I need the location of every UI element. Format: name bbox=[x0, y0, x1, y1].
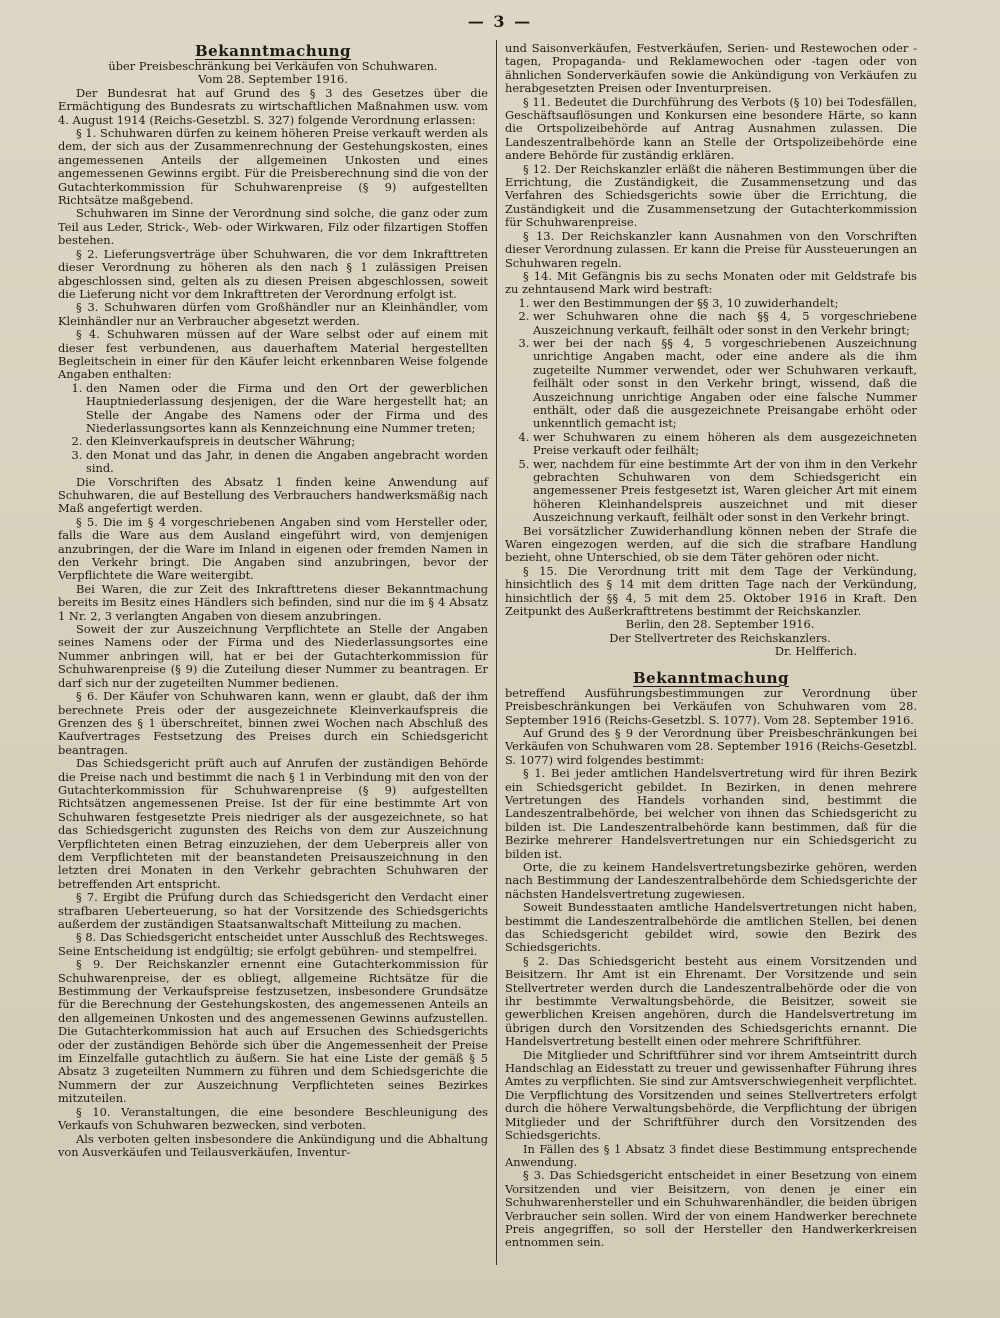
section-14-list bbox=[505, 297, 917, 525]
list-item: 2. den Kleinverkaufspreis in deutscher Währung; bbox=[86, 435, 488, 448]
section-10-para-2: Als verboten gelten insbesondere die Ankündigung und die Abhaltung von Ausverkäufen und Teilausverkäufen, Inventur- bbox=[58, 1131, 488, 1159]
section-5-para-3: Soweit der zur Auszeichnung Verpflichtete an Stelle der Angaben seines Namens oder der Firma und des Niederlassungsortes eine Nummer anbringen will, hat er bei der Gutachterkommission für Schuhwarenpreise (§ 9) die Zuteilung dieser Nummer zu beantragen. Er darf sich nur der zugeteilten Nummer bedienen. bbox=[58, 622, 488, 690]
column-divider bbox=[496, 40, 497, 1265]
section-7: § 7. Ergibt die Prüfung durch das Schiedsgericht den Verdacht einer strafbaren Ueberteuerung, so hat der Vorsitzende des Schiedsgerichts außerdem der zuständigen Staatsanwaltschaft Mitteilung zu machen. bbox=[58, 890, 488, 931]
list-item: 2. wer Schuhwaren ohne die nach §§ 4, 5 vorgeschriebene Auszeichnung verkauft, feilhält oder sonst in den Verkehr bringt; bbox=[533, 310, 917, 337]
signer-title: Der Stellvertreter des Reichskanzlers. bbox=[609, 630, 831, 645]
section-5-para-2: Bei Waren, die zur Zeit des Inkrafttretens dieser Bekanntmachung bereits im Besitz eines Händlers sich befinden, sind nur die im § 4 Absatz 1 Nr. 2, 3 verlangten Angaben von diesem anzubringen. bbox=[58, 581, 488, 623]
section-4-list bbox=[58, 382, 488, 476]
decree-2-section-3: § 3. Das Schiedsgericht entscheidet in einer Besetzung von einem Vorsitzenden und vier Beisitzern, von denen je einer ein Schuhwarenhersteller und ein Schuhwarenhändler, die beiden übrigen Verbraucher sein sollen. Wird der von einem Handwerker berechnete Preis angegriffen, so soll der Hersteller den Handwerkerkreisen entnommen sein. bbox=[505, 1168, 917, 1250]
decree-2-intro: betreffend Ausführungsbestimmungen zur Verordnung über Preisbeschränkungen bei Verkäufen von Schuhwaren vom 28. September 1916 (Reichs-Gesetzbl. S. 1077). Vom 28. September 1916. bbox=[505, 685, 917, 727]
section-8: § 8. Das Schiedsgericht entscheidet unter Ausschluß des Rechtsweges. Seine Entscheidung ist endgültig; sie erfolgt gebühren- und stempelfrei. bbox=[58, 930, 488, 958]
section-12: § 12. Der Reichskanzler erläßt die näheren Bestimmungen über die Errichtung, die Zuständigkeit, die Zusammensetzung und das Verfahren des Schiedsgerichts sowie über die Errichtung, die Zuständigkeit und die Zusammensetzung der Gutachterkommission für Schuhwarenpreise. bbox=[505, 161, 917, 230]
decree-2-section-2: § 2. Das Schiedsgericht besteht aus einem Vorsitzenden und Beisitzern. Ihr Amt ist ein Ehrenamt. Der Vorsitzende und sein Stellvertreter werden durch die Landeszentralbehörde oder die von ihr bestimmte Verwaltungsbehörde, die Beisitzer, soweit sie gewerblichen Kreisen angehören, durch die Handelsvertretung im übrigen durch den Vorsitzenden des Schiedsgerichts ernannt. Die Handelsvertretung bestellt einen oder mehrere Schriftführer. bbox=[505, 953, 917, 1049]
decree-2-section-1-para-2: Orte, die zu keinem Handelsvertretungsbezirke gehören, werden nach Bestimmung der Landeszentralbehörde dem Schiedsgerichte der nächsten Handelsvertretung zugewiesen. bbox=[505, 859, 917, 901]
decree-intro: Der Bundesrat hat auf Grund des § 3 des Gesetzes über die Ermächtigung des Bundesrats zu wirtschaftlichen Maßnahmen usw. vom 4. August 1914 (Reichs-Gesetzbl. S. 327) folgende Verordnung erlassen: bbox=[58, 85, 488, 127]
decree-2-intro-para-2: Auf Grund des § 9 der Verordnung über Preisbeschränkungen bei Verkäufen von Schuhwaren vom 28. September 1916 (Reichs-Gesetzbl. S. 1077) wird folgendes bestimmt: bbox=[505, 725, 917, 767]
section-10: § 10. Veranstaltungen, die eine besondere Beschleunigung des Verkaufs von Schuhwaren bezwecken, sind verboten. bbox=[58, 1104, 488, 1133]
decree-date: Vom 28. September 1916. bbox=[198, 72, 348, 87]
signer-name: Dr. Helfferich. bbox=[774, 644, 857, 659]
section-6: § 6. Der Käufer von Schuhwaren kann, wenn er glaubt, daß der ihm berechnete Preis oder der ausgezeichnete Kleinverkaufspreis die Grenzen des § 1 überschreitet, binnen zwei Wochen nach Abschluß des Kaufvertrages Festsetzung des Preises durch ein Schiedsgericht beantragen. bbox=[58, 689, 488, 757]
decree-2-title: Bekanntmachung bbox=[632, 668, 789, 687]
decree-2-section-2-para-3: In Fällen des § 1 Absatz 3 findet diese Bestimmung entsprechende Anwendung. bbox=[505, 1141, 917, 1169]
decree-2-section-2-para-2: Die Mitglieder und Schriftführer sind vor ihrem Amtseintritt durch Handschlag an Eidesstatt zu treuer und gewissenhafter Führung ihres Amtes zu verpflichten. Sie sind zur Amtsverschwiegenheit verpflichtet. Die Verpflichtung des Vorsitzenden und seines Stellvertreters erfolgt durch die höhere Verwaltungsbehörde, die Verpflichtung der übrigen Mitglieder und der Schriftführer durch den Vorsitzenden des Schiedsgerichts. bbox=[505, 1047, 917, 1143]
section-6-para-2: Das Schiedsgericht prüft auch auf Anrufen der zuständigen Behörde die Preise nach und bestimmt die nach § 1 in Verbindung mit den von der Gutachterkommission für Schuhwarenpreise (§ 9) aufgestellten Richtsätzen angemessenen Preise. Ist der für eine bestimmte Art von Schuhwaren festgesetzte Preis niedriger als der ausgezeichnete, so hat das Schiedsgericht zugunsten des Reichs von dem zur Auszeichnung Verpflichteten einen Betrag einzuziehen, der dem Ueberpreis aller von dem Verpflichteten mit der beanstandeten Preisauszeichnung in den letzten drei Monaten in den Verkehr gebrachten Schuhwaren der betreffenden Art entspricht. bbox=[58, 756, 488, 891]
decree-subtitle: über Preisbeschränkung bei Verkäufen von Schuhwaren. bbox=[108, 59, 438, 73]
section-10-continued: und Saisonverkäufen, Festverkäufen, Serien- und Restewochen oder -tagen, Propaganda- und Reklamewochen oder -tagen oder von ähnlichen Sonderverkäufen sowie die Ankündigung von Verkäufen zu herabgesetzten Preisen oder Inventurpreisen. bbox=[505, 41, 917, 96]
list-item: 1. wer den Bestimmungen der §§ 3, 10 zuwiderhandelt; bbox=[533, 297, 917, 310]
section-15: § 15. Die Verordnung tritt mit dem Tage der Verkündung, hinsichtlich des § 14 mit dem dritten Tage nach der Verkündung, hinsichtlich der §§ 4, 5 mit dem 25. Oktober 1916 in Kraft. Den Zeitpunkt des Außerkrafttretens bestimmt der Reichskanzler. bbox=[505, 563, 917, 619]
section-2: § 2. Lieferungsverträge über Schuhwaren, die vor dem Inkrafttreten dieser Verordnung zu höheren als den nach § 1 zulässigen Preisen abgeschlossen sind, gelten als zu diesen Preisen abgeschlossen, soweit die Lieferung nicht vor dem Inkrafttreten der Verordnung erfolgt ist. bbox=[58, 246, 488, 301]
list-item: 4. wer Schuhwaren zu einem höheren als dem ausgezeichneten Preise verkauft oder feilhält; bbox=[533, 431, 917, 458]
section-5: § 5. Die im § 4 vorgeschriebenen Angaben sind vom Hersteller oder, falls die Ware aus dem Ausland eingeführt wird, von demjenigen anzubringen, der die Ware im Inland in eigenen oder fremden Namen in den Verkehr bringt. Die Angaben sind anzubringen, bevor der Verpflichtete die Ware weitergibt. bbox=[58, 514, 488, 583]
section-11: § 11. Bedeutet die Durchführung des Verbots (§ 10) bei Todesfällen, Geschäftsauflösungen und Konkursen eine besondere Härte, so kann die Ortspolizeibehörde auf Antrag Ausnahmen zulassen. Die Landeszentralbehörde kann an Stelle der Ortspolizeibehörde eine andere Behörde für zuständig erklären. bbox=[505, 94, 917, 163]
section-13: § 13. Der Reichskanzler kann Ausnahmen von den Vorschriften dieser Verordnung zulassen. Er kann die Preise für Aussteuerungen an Schuhwaren regeln. bbox=[505, 228, 917, 270]
decree-2-section-1: § 1. Bei jeder amtlichen Handelsvertretung wird für ihren Bezirk ein Schiedsgericht gebildet. In Bezirken, in denen mehrere Vertretungen des Handels vorhanden sind, bestimmt die Landeszentralbehörde, bei welcher von ihnen das Schiedsgericht zu bilden ist. Die Landeszentralbehörde kann bestimmen, daß für die Bezirke mehrerer Handelsvertretungen nur ein Schiedsgericht zu bilden ist. bbox=[505, 766, 917, 861]
section-3: § 3. Schuhwaren dürfen vom Großhändler nur an Kleinhändler, vom Kleinhändler nur an Verbraucher abgesetzt werden. bbox=[58, 300, 488, 328]
list-item: 5. wer, nachdem für eine bestimmte Art der von ihm in den Verkehr gebrachten Schuhwaren von dem Schiedsgericht ein angemessener Preis festgesetzt ist, Waren gleicher Art mit einem höheren Kleinhandelspreis auszeichnet und mit dieser Auszeichnung verkauft, feilhält oder sonst in den Verkehr bringt. bbox=[533, 458, 917, 525]
decree-title: Bekanntmachung bbox=[194, 42, 351, 60]
section-14: § 14. Mit Gefängnis bis zu sechs Monaten oder mit Geldstrafe bis zu zehntausend Mark wird bestraft: bbox=[505, 268, 917, 297]
section-separator bbox=[505, 659, 917, 669]
section-9: § 9. Der Reichskanzler ernennt eine Gutachterkommission für Schuhwarenpreise, der es obliegt, allgemeine Richtsätze für die Bestimmung der Verkaufspreise festzusetzen, insbesondere Grundsätze für die Berechnung der Gestehungskosten, des angemessenen Anteils an den allgemeinen Unkosten und des angemessenen Gewinns aufzustellen. Die Gutachterkommission hat auch auf Ersuchen des Schiedsgerichts oder der zuständigen Behörde sich über die Angemessenheit der Preise im Einzelfalle gutachtlich zu äußern. Sie hat eine Liste der gemäß § 5 Absatz 3 zugeteilten Nummern zu führen und dem Schiedsgerichte die Nummern der zur Auszeichnung Verpflichteten seines Bezirkes mitzuteilen. bbox=[58, 957, 488, 1106]
section-4: § 4. Schuhwaren müssen auf der Ware selbst oder auf einem mit dieser fest verbundenen, aus dauerhaftem Material hergestellten Begleitschein in einer für den Käufer leicht erkennbaren Weise folgende Angaben enthalten: bbox=[58, 327, 488, 382]
decree-2-section-1-para-3: Soweit Bundesstaaten amtliche Handelsvertretungen nicht haben, bestimmt die Landeszentralbehörde die amtlichen Stellen, bei denen das Schiedsgericht gebildet wird, sowie den Bezirk des Schiedsgerichts. bbox=[505, 900, 917, 955]
list-item: 1. den Namen oder die Firma und den Ort der gewerblichen Hauptniederlassung desjenigen, der die Ware hergestellt hat; an Stelle der Angabe des Namens oder der Firma und des Niederlassungsortes kann als Kennzeichnung eine Nummer treten; bbox=[86, 382, 488, 436]
list-item: 3. wer bei der nach §§ 4, 5 vorgeschriebenen Auszeichnung unrichtige Angaben macht, oder eine andere als die ihm zugeteilte Nummer verwendet, oder wer Schuhwaren verkauft, feilhält oder sonst in den Verkehr bringt, wissend, daß die Auszeichnung unrichtige Angaben oder eine falsche Nummer enthält, oder daß die ausgezeichnete Preisangabe erhöht oder unkenntlich gemacht ist; bbox=[533, 337, 917, 431]
right-column bbox=[505, 42, 917, 1272]
section-1: § 1. Schuhwaren dürfen zu keinem höheren Preise verkauft werden als dem, der sich aus der Zusammenrechnung der Gestehungskosten, eines angemessenen Anteils der allgemeinen Unkosten und eines angemessenen Gewinns ergibt. Für die Preisberechnung sind die von der Gutachterkommission für Schuhwarenpreise (§ 9) aufgestellten Richtsätze maßgebend. bbox=[58, 126, 488, 208]
left-column bbox=[58, 42, 488, 1262]
list-item: 3. den Monat und das Jahr, in denen die Angaben angebracht worden sind. bbox=[86, 449, 488, 476]
page-number: — 3 — bbox=[467, 12, 533, 31]
section-1-para-2: Schuhwaren im Sinne der Verordnung sind solche, die ganz oder zum Teil aus Leder, Strick-, Web- oder Wirkwaren, Filz oder filzartigen Stoffen bestehen. bbox=[58, 206, 488, 248]
section-4-para-2: Die Vorschriften des Absatz 1 finden keine Anwendung auf Schuhwaren, die auf Bestellung des Verbrauchers handwerksmäßig nach Maß angefertigt werden. bbox=[58, 474, 488, 516]
place-date: Berlin, den 28. September 1916. bbox=[625, 617, 815, 632]
section-14-para-2: Bei vorsätzlicher Zuwiderhandlung können neben der Strafe die Waren eingezogen werden, auf die sich die strafbare Handlung bezieht, ohne Unterschied, ob sie dem Täter gehören oder nicht. bbox=[505, 523, 917, 565]
